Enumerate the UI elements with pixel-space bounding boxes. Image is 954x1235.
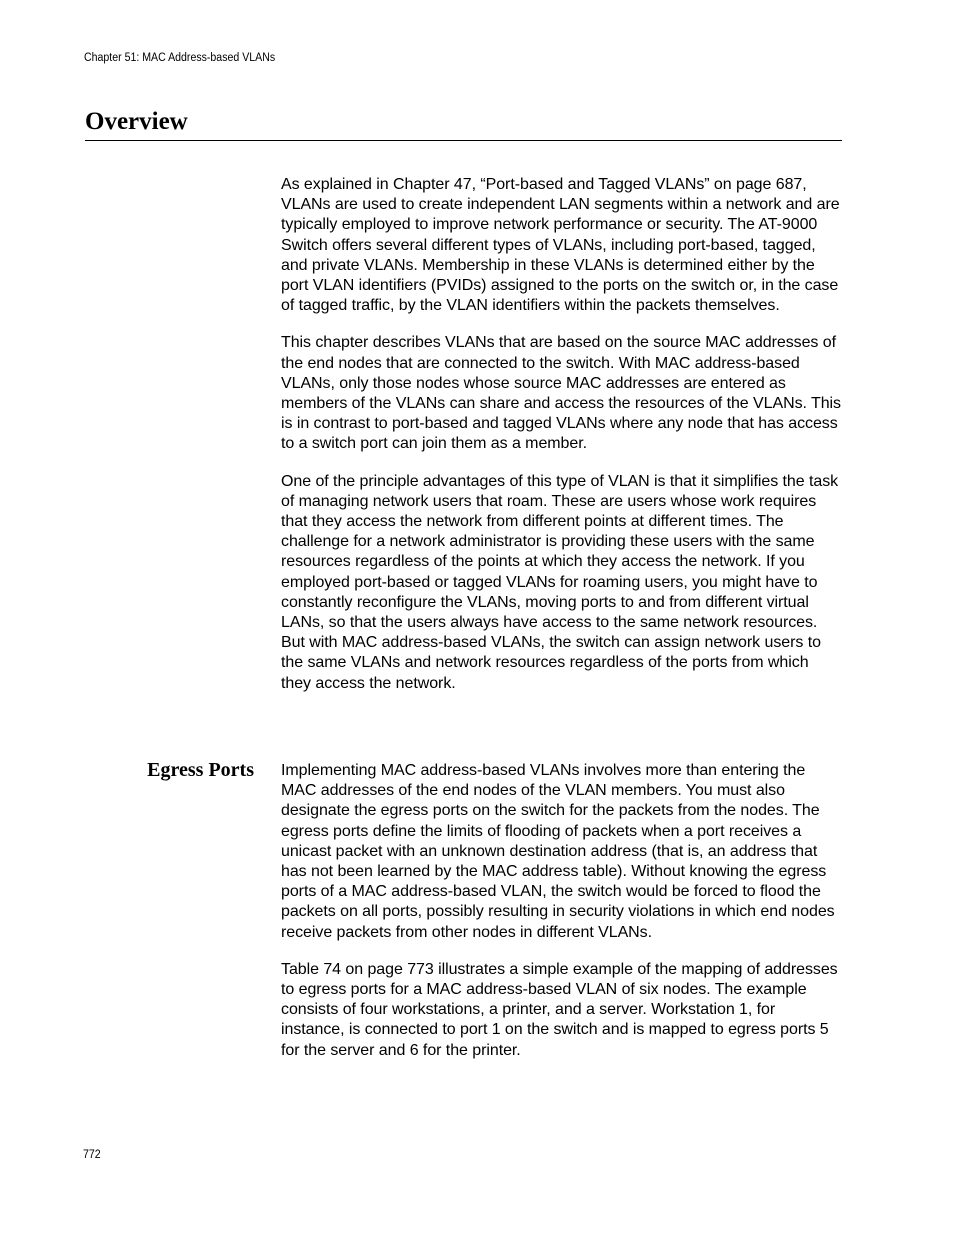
running-header: Chapter 51: MAC Address-based VLANs xyxy=(84,52,276,64)
overview-body xyxy=(281,175,841,711)
overview-paragraph-1: As explained in Chapter 47, “Port-based and Tagged VLANs” on page 687, VLANs are used to create independent LAN segments within a network and are typically employed to improve network performance or security. The AT-9000 Switch offers several different types of VLANs, including port-based, tagged, and private VLANs. Membership in these VLANs is determined either by the port VLAN identifiers (PVIDs) assigned to the ports on the switch or, in the case of tagged traffic, by the VLAN identifiers within the packets themselves. xyxy=(281,176,840,315)
overview-paragraph-2: This chapter describes VLANs that are based on the source MAC addresses of the end nodes that are connected to the switch. With MAC address-based VLANs, only those nodes whose source MAC addresses are entered as members of the VLANs can share and access the resources of the VLANs. This is in contrast to port-based and tagged VLANs where any node that has access to a switch port can join them as a member. xyxy=(281,334,841,453)
title-rule xyxy=(85,140,842,141)
page-number: 772 xyxy=(83,1149,101,1161)
egress-paragraph-1: Implementing MAC address-based VLANs involves more than entering the MAC addresses of the end nodes of the VLAN members. You must also designate the egress ports on the switch for the packets from the nodes. The egress ports define the limits of flooding of packets when a port receives a unicast packet with an unknown destination address (that is, an address that has not been learned by the MAC address table). Without knowing the egress ports of a MAC address-based VLAN, the switch would be forced to flood the packets on all ports, possibly resulting in security violations in which end nodes receive packets from other nodes in different VLANs. xyxy=(281,762,835,941)
egress-paragraph-2: Table 74 on page 773 illustrates a simple example of the mapping of addresses to egress ports for a MAC address-based VLAN of six nodes. The example consists of four workstations, a printer, and a server. Workstation 1, for instance, is connected to port 1 on the switch and is mapped to egress ports 5 for the server and 6 for the printer. xyxy=(281,960,838,1059)
section-title: Overview xyxy=(85,108,188,135)
overview-paragraph-3: One of the principle advantages of this type of VLAN is that it simplifies the task of managing network users that roam. These are users whose work requires that they access the network from different points at different times. The challenge for a network administrator is providing these users with the same resources regardless of the points at which they access the network. If you employed port-based or tagged VLANs for roaming users, you might have to constantly reconfigure the VLANs, moving ports to and from different virtual LANs, so that the users always have access to the same network resources. But with MAC address-based VLANs, the switch can assign network users to the same VLANs and network resources regardless of the ports from which they access the network. xyxy=(281,472,839,692)
egress-ports-heading: Egress Ports xyxy=(147,759,254,781)
egress-ports-body xyxy=(281,761,841,1078)
